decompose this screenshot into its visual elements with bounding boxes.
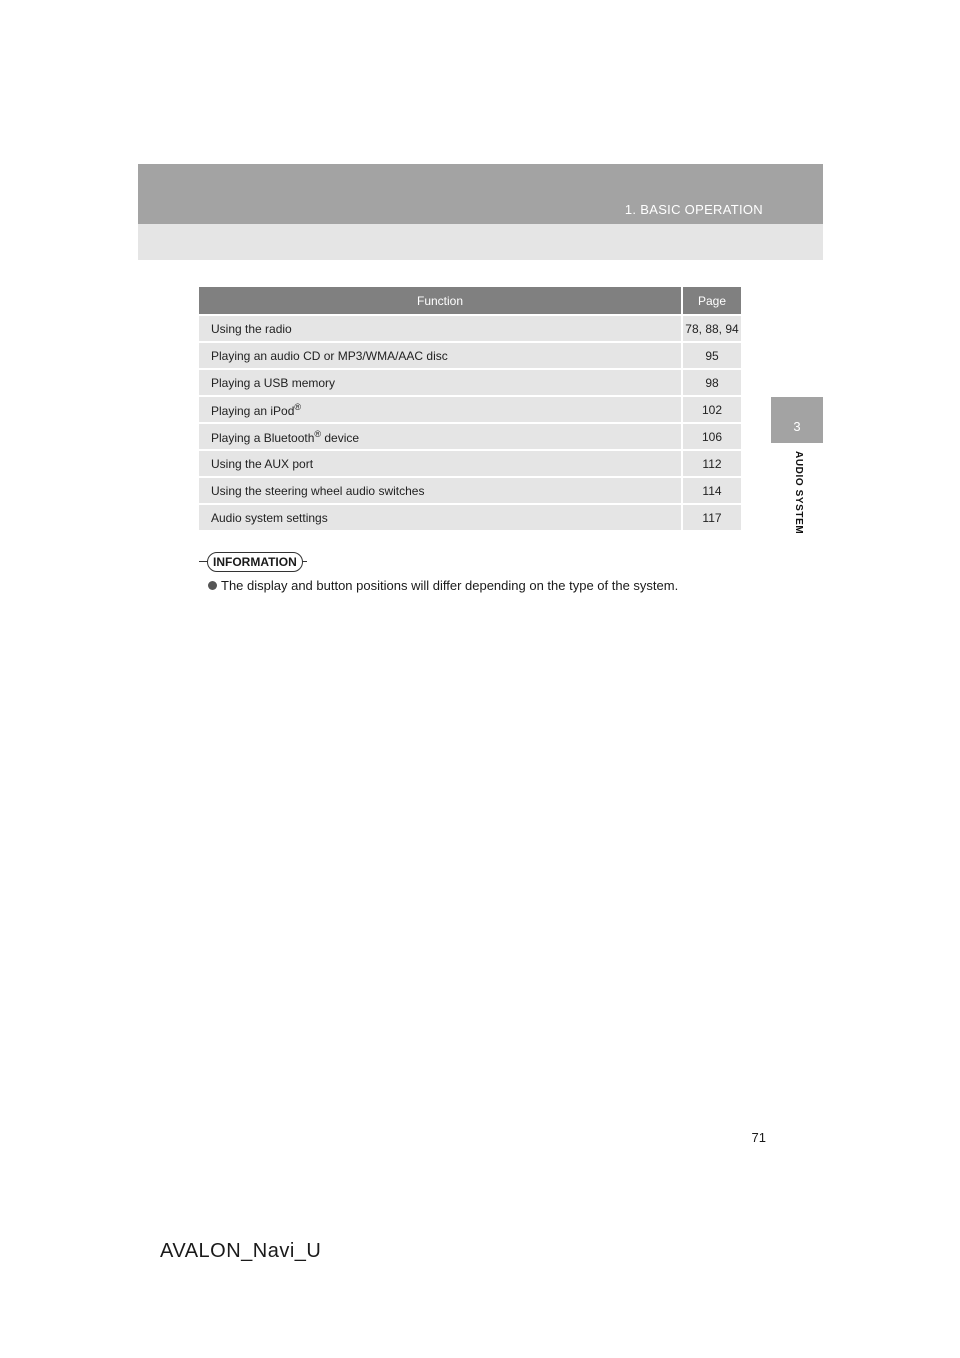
function-text: Playing an iPod [211,403,295,418]
page-cell: 102 [682,396,741,423]
table-row [199,396,741,423]
header-band [138,164,823,224]
registered-mark: ® [314,428,322,439]
page-cell: 114 [682,477,741,504]
table-row [199,450,741,477]
function-cell: Using the radio [199,315,682,342]
bullet-icon [208,581,217,590]
function-text-suffix: device [321,430,360,445]
page-number: 71 [751,1130,766,1145]
column-header-function: Function [199,287,682,315]
function-cell: Playing an audio CD or MP3/WMA/AAC disc [199,342,682,369]
registered-mark: ® [294,401,302,412]
function-cell: Audio system settings [199,504,682,530]
table-row [199,504,741,530]
chapter-label: AUDIO SYSTEM [793,451,804,535]
function-page-table [199,287,741,530]
chapter-number: 3 [793,419,801,434]
header-subband [138,224,823,260]
page-cell: 98 [682,369,741,396]
document-id: AVALON_Navi_U [160,1240,322,1262]
information-note [208,578,678,593]
column-header-page: Page [682,287,741,315]
function-cell: Using the steering wheel audio switches [199,477,682,504]
table-row [199,477,741,504]
function-cell [199,396,682,423]
function-text: Playing a Bluetooth [211,430,315,445]
page-cell: 117 [682,504,741,530]
page-cell: 112 [682,450,741,477]
table-row [199,423,741,450]
page-cell: 95 [682,342,741,369]
function-cell [199,423,682,450]
table-row [199,315,741,342]
section-title: 1. BASIC OPERATION [624,202,763,217]
chapter-tab [771,397,823,443]
table-header-row [199,287,741,315]
function-cell: Using the AUX port [199,450,682,477]
information-badge: INFORMATION [207,552,303,572]
information-text: The display and button positions will differ depending on the type of the system. [221,578,679,593]
table-row [199,342,741,369]
page-cell: 106 [682,423,741,450]
table-row [199,369,741,396]
function-cell: Playing a USB memory [199,369,682,396]
page-cell: 78, 88, 94 [682,315,741,342]
